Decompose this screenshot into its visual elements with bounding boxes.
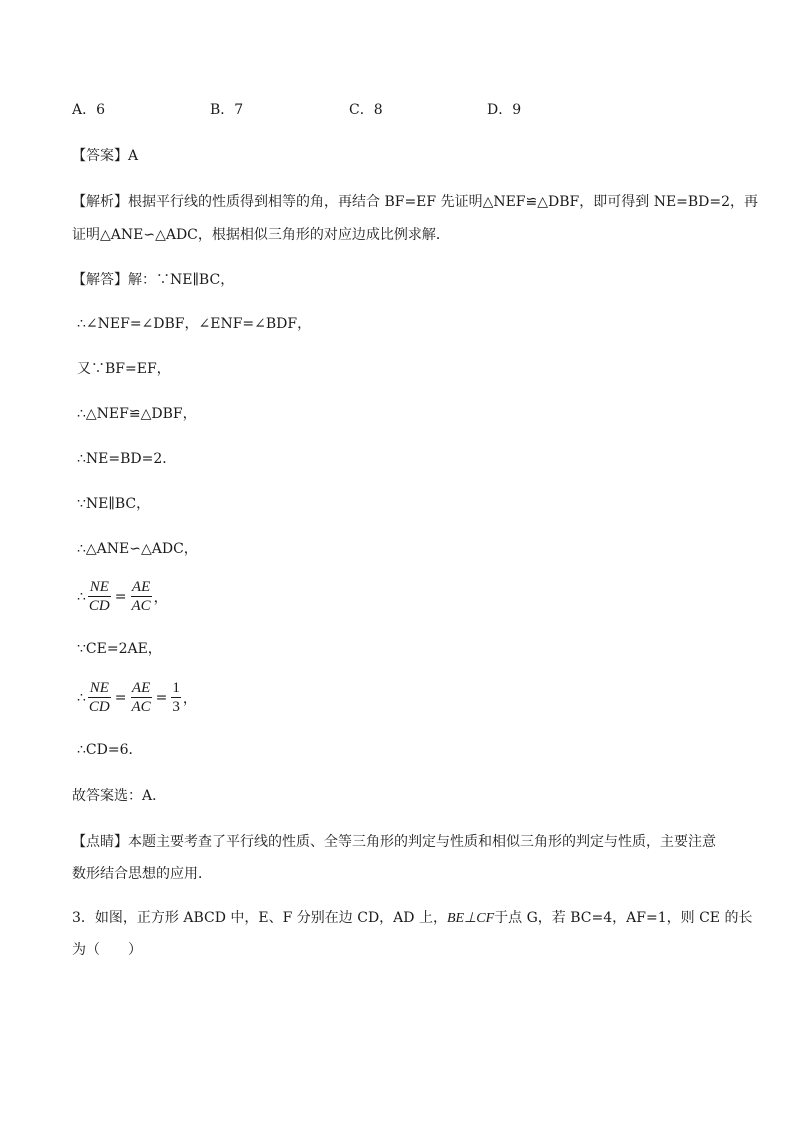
question-3-text-part-1: 3．如图，正方形 ABCD 中，E、F 分别在边 CD，AD 上，	[72, 910, 447, 926]
fraction-equation-2	[77, 679, 197, 716]
fraction-ne-cd	[88, 578, 111, 615]
solution-step-4: ∴△NEF≌△DBF，	[77, 406, 197, 422]
conclusion-line: 故答案选：A．	[72, 788, 167, 804]
therefore-symbol: ∴	[77, 588, 86, 605]
option-b: B．7	[210, 102, 244, 118]
numerator: AE	[131, 680, 151, 696]
equals-sign: =	[114, 588, 127, 605]
numerator: 1	[172, 680, 180, 696]
solution-step-7: ∴△ANE∽△ADC，	[77, 541, 198, 557]
denominator: AC	[131, 699, 151, 715]
fraction-one-third	[171, 679, 181, 716]
answer-line: 【答案】A	[72, 148, 139, 164]
fraction-equation-1	[77, 578, 168, 615]
question-3-math: BE⊥CF	[446, 911, 495, 926]
comment-line-2: 数形结合思想的应用．	[72, 866, 212, 882]
analysis-line-2: 证明△ANE∽△ADC，根据相似三角形的对应边成比例求解．	[72, 227, 450, 243]
comment-line-1: 【点睛】本题主要考查了平行线的性质、全等三角形的判定与性质和相似三角形的判定与性质，主要注意	[72, 834, 716, 850]
equals-sign: =	[155, 689, 168, 706]
fraction-ae-ac	[131, 679, 152, 716]
fraction-ae-ac	[131, 578, 152, 615]
option-a: A．6	[72, 102, 106, 118]
question-3-text-part-2: 于点 G，若 BC=4，AF=1，则 CE 的长	[494, 910, 753, 926]
solution-step-5: ∴NE=BD=2．	[77, 451, 177, 467]
equals-sign: =	[114, 689, 127, 706]
solution-step-1: 【解答】解：∵NE∥BC，	[72, 272, 235, 288]
numerator: AE	[131, 579, 151, 595]
denominator: AC	[131, 598, 151, 614]
solution-step-9: ∵CE=2AE，	[77, 641, 162, 657]
question-3-line-2: 为（ ）	[72, 942, 142, 958]
solution-step-3: 又∵BF=EF，	[77, 361, 171, 377]
numerator: NE	[89, 579, 109, 595]
comma: ，	[153, 589, 168, 606]
question-3-line-1	[72, 908, 752, 929]
therefore-symbol: ∴	[77, 689, 86, 706]
denominator: 3	[172, 699, 180, 715]
comma: ，	[182, 690, 197, 707]
solution-step-11: ∴CD=6．	[77, 742, 143, 758]
denominator: CD	[88, 699, 110, 715]
solution-step-2: ∴∠NEF=∠DBF，∠ENF=∠BDF，	[77, 316, 312, 332]
option-c: C．8	[349, 102, 383, 118]
option-d: D．9	[487, 102, 522, 118]
fraction-ne-cd	[88, 679, 111, 716]
solution-step-6: ∵NE∥BC，	[77, 496, 151, 512]
analysis-line-1: 【解析】根据平行线的性质得到相等的角，再结合 BF=EF 先证明△NEF≌△DBF，即可得到 NE=BD=2，再	[72, 194, 759, 210]
denominator: CD	[88, 598, 110, 614]
numerator: NE	[89, 680, 109, 696]
